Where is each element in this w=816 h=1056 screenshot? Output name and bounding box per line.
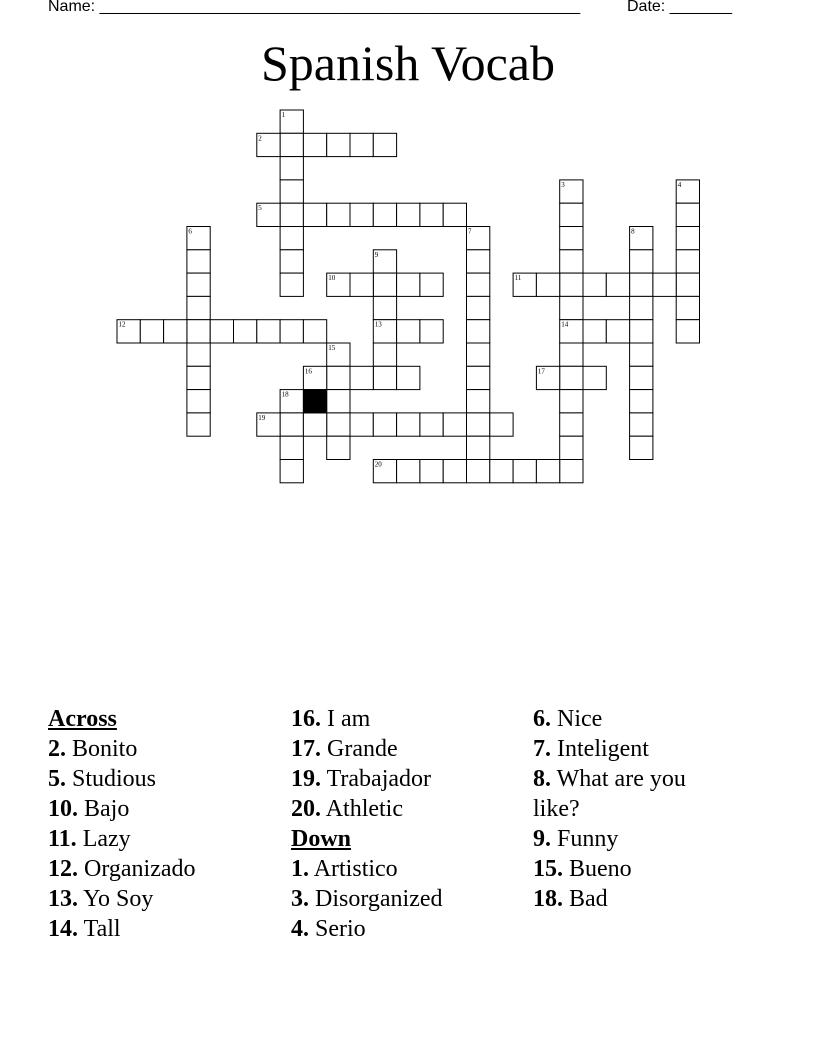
grid-cell[interactable] — [420, 273, 443, 296]
grid-cell[interactable] — [560, 227, 583, 250]
date-field: Date: _______ — [627, 0, 732, 15]
clue-number-4: 4 — [677, 180, 682, 189]
grid-cell[interactable] — [350, 133, 373, 156]
grid-cell[interactable] — [164, 320, 187, 343]
clue-number-1: 1 — [281, 111, 286, 119]
grid-cell[interactable] — [560, 296, 583, 319]
grid-cell[interactable] — [676, 203, 699, 226]
clue-down-6: 6. Nice — [533, 706, 603, 732]
grid-cell[interactable] — [536, 273, 559, 296]
down-heading: Down — [291, 826, 352, 852]
grid-cell[interactable] — [630, 366, 653, 389]
grid-cell[interactable] — [373, 296, 396, 319]
clue-across-11: 11. Lazy — [48, 826, 131, 852]
grid-cell[interactable] — [303, 320, 326, 343]
clue-across-20: 20. Athletic — [291, 796, 403, 822]
clue-down-4: 4. Serio — [291, 916, 366, 942]
grid-cell[interactable] — [467, 296, 490, 319]
grid-cell[interactable] — [583, 320, 606, 343]
grid-cell[interactable] — [140, 320, 163, 343]
grid-cell[interactable] — [630, 343, 653, 366]
grid-cell[interactable] — [280, 180, 303, 203]
grid-cell[interactable] — [467, 273, 490, 296]
grid-cell[interactable] — [443, 413, 466, 436]
grid-cell[interactable] — [187, 250, 210, 273]
clue-number-18: 18 — [281, 390, 289, 399]
grid-cell[interactable] — [280, 203, 303, 226]
clue-number-3: 3 — [561, 180, 565, 189]
grid-cell[interactable] — [560, 390, 583, 413]
grid-cell[interactable] — [303, 413, 326, 436]
grid-cell[interactable] — [280, 460, 303, 483]
clue-down-18: 18. Bad — [533, 886, 608, 912]
clue-column-3 — [533, 704, 733, 914]
clue-number-15: 15 — [328, 344, 336, 352]
page-title: Spanish Vocab — [261, 35, 555, 91]
grid-cell[interactable] — [397, 320, 420, 343]
name-field: Name: ______________________________________________________ — [48, 0, 581, 15]
grid-cell[interactable] — [327, 203, 350, 226]
grid-cell[interactable] — [583, 366, 606, 389]
grid-cell[interactable] — [187, 296, 210, 319]
grid-cell[interactable] — [280, 320, 303, 343]
clue-number-8: 8 — [631, 227, 635, 236]
clue-number-6: 6 — [188, 227, 192, 236]
grid-cell[interactable] — [420, 460, 443, 483]
grid-cell[interactable] — [397, 413, 420, 436]
grid-cell[interactable] — [606, 273, 629, 296]
grid-cell[interactable] — [280, 157, 303, 180]
grid-cell[interactable] — [513, 460, 536, 483]
grid-cell[interactable] — [397, 460, 420, 483]
grid-cell[interactable] — [676, 227, 699, 250]
grid-cell[interactable] — [327, 390, 350, 413]
grid-cell[interactable] — [467, 250, 490, 273]
grid-cell[interactable] — [630, 320, 653, 343]
grid-cell[interactable] — [467, 436, 490, 459]
clue-number-19: 19 — [258, 413, 266, 422]
grid-cell[interactable] — [490, 460, 513, 483]
grid-cell[interactable] — [443, 203, 466, 226]
clue-number-16: 16 — [304, 367, 312, 376]
grid-cell[interactable] — [327, 413, 350, 436]
clue-number-13: 13 — [374, 320, 382, 329]
grid-cell[interactable] — [536, 460, 559, 483]
grid-cell[interactable] — [373, 343, 396, 366]
grid-cell[interactable] — [467, 413, 490, 436]
grid-cell[interactable] — [373, 413, 396, 436]
grid-cell[interactable] — [467, 366, 490, 389]
grid-cell[interactable] — [420, 413, 443, 436]
clue-number-10: 10 — [328, 274, 336, 283]
grid-cell[interactable] — [560, 366, 583, 389]
clue-down-8: 8. What are you like? — [533, 766, 686, 822]
grid-cell[interactable] — [630, 273, 653, 296]
clue-column-1 — [48, 704, 283, 944]
grid-cell[interactable] — [327, 436, 350, 459]
grid-cell[interactable] — [467, 320, 490, 343]
clue-number-7: 7 — [468, 227, 472, 236]
grid-cell[interactable] — [630, 250, 653, 273]
grid-cell[interactable] — [373, 273, 396, 296]
grid-cell[interactable] — [560, 250, 583, 273]
clue-down-15: 15. Bueno — [533, 856, 632, 882]
grid-cell[interactable] — [187, 273, 210, 296]
clue-across-10: 10. Bajo — [48, 796, 130, 822]
grid-cell[interactable] — [303, 133, 326, 156]
grid-cell[interactable] — [676, 320, 699, 343]
grid-cell[interactable] — [560, 413, 583, 436]
clue-column-2 — [291, 704, 526, 944]
grid-cell[interactable] — [257, 320, 280, 343]
grid-cell[interactable] — [630, 390, 653, 413]
grid-cell[interactable] — [350, 413, 373, 436]
clue-down-7: 7. Inteligent — [533, 736, 649, 762]
clue-number-14: 14 — [561, 320, 569, 329]
clue-across-2: 2. Bonito — [48, 736, 138, 762]
grid-cell[interactable] — [560, 436, 583, 459]
grid-cell[interactable] — [560, 460, 583, 483]
grid-cell[interactable] — [630, 296, 653, 319]
grid-cell[interactable] — [630, 413, 653, 436]
blocked-cell — [303, 390, 326, 413]
grid-cell[interactable] — [327, 133, 350, 156]
grid-cell[interactable] — [467, 343, 490, 366]
grid-cell[interactable] — [280, 413, 303, 436]
clue-number-2: 2 — [258, 134, 262, 143]
grid-cell[interactable] — [280, 133, 303, 156]
grid-cell[interactable] — [234, 320, 257, 343]
grid-cell[interactable] — [373, 366, 396, 389]
grid-cell[interactable] — [560, 203, 583, 226]
clue-across-16: 16. I am — [291, 706, 371, 732]
grid-cell[interactable] — [420, 203, 443, 226]
grid-cell[interactable] — [676, 273, 699, 296]
grid-cell[interactable] — [397, 366, 420, 389]
clue-number-20: 20 — [374, 460, 382, 469]
grid-cell[interactable] — [187, 343, 210, 366]
grid-cell[interactable] — [560, 273, 583, 296]
grid-cell[interactable] — [303, 203, 326, 226]
grid-cell[interactable] — [373, 203, 396, 226]
clue-down-3: 3. Disorganized — [291, 886, 443, 912]
grid-cell[interactable] — [280, 227, 303, 250]
clue-down-1: 1. Artistico — [291, 856, 398, 882]
grid-cell[interactable] — [350, 366, 373, 389]
grid-cell[interactable] — [653, 273, 676, 296]
grid-cell[interactable] — [210, 320, 233, 343]
clue-across-14: 14. Tall — [48, 916, 121, 942]
clue-across-5: 5. Studious — [48, 766, 157, 792]
grid-cell[interactable] — [187, 366, 210, 389]
grid-cell[interactable] — [280, 436, 303, 459]
grid-cell[interactable] — [327, 366, 350, 389]
clue-number-11: 11 — [514, 274, 522, 283]
clue-number-5: 5 — [258, 204, 262, 213]
clue-across-17: 17. Grande — [291, 736, 398, 762]
grid-cell[interactable] — [676, 250, 699, 273]
grid-cell[interactable] — [373, 133, 396, 156]
clue-number-9: 9 — [374, 250, 379, 259]
grid-cell[interactable] — [280, 250, 303, 273]
grid-cell[interactable] — [490, 413, 513, 436]
grid-cell[interactable] — [467, 460, 490, 483]
grid-cell[interactable] — [187, 320, 210, 343]
grid-cell[interactable] — [280, 273, 303, 296]
clue-number-12: 12 — [118, 320, 126, 329]
grid-cell[interactable] — [397, 203, 420, 226]
clue-across-12: 12. Organizado — [48, 856, 196, 882]
grid-cell[interactable] — [397, 273, 420, 296]
grid-cell[interactable] — [560, 343, 583, 366]
grid-cell[interactable] — [606, 320, 629, 343]
grid-cell[interactable] — [187, 413, 210, 436]
clue-number-17: 17 — [537, 367, 545, 376]
grid-cell[interactable] — [350, 203, 373, 226]
grid-cell[interactable] — [187, 390, 210, 413]
clue-across-13: 13. Yo Soy — [48, 886, 154, 912]
grid-cell[interactable] — [630, 436, 653, 459]
clue-down-9: 9. Funny — [533, 826, 619, 852]
grid-cell[interactable] — [443, 460, 466, 483]
grid-cell[interactable] — [350, 273, 373, 296]
grid-cell[interactable] — [676, 296, 699, 319]
clue-across-19: 19. Trabajador — [291, 766, 432, 792]
grid-cell[interactable] — [583, 273, 606, 296]
grid-cell[interactable] — [420, 320, 443, 343]
across-heading: Across — [48, 706, 117, 732]
grid-cell[interactable] — [467, 390, 490, 413]
